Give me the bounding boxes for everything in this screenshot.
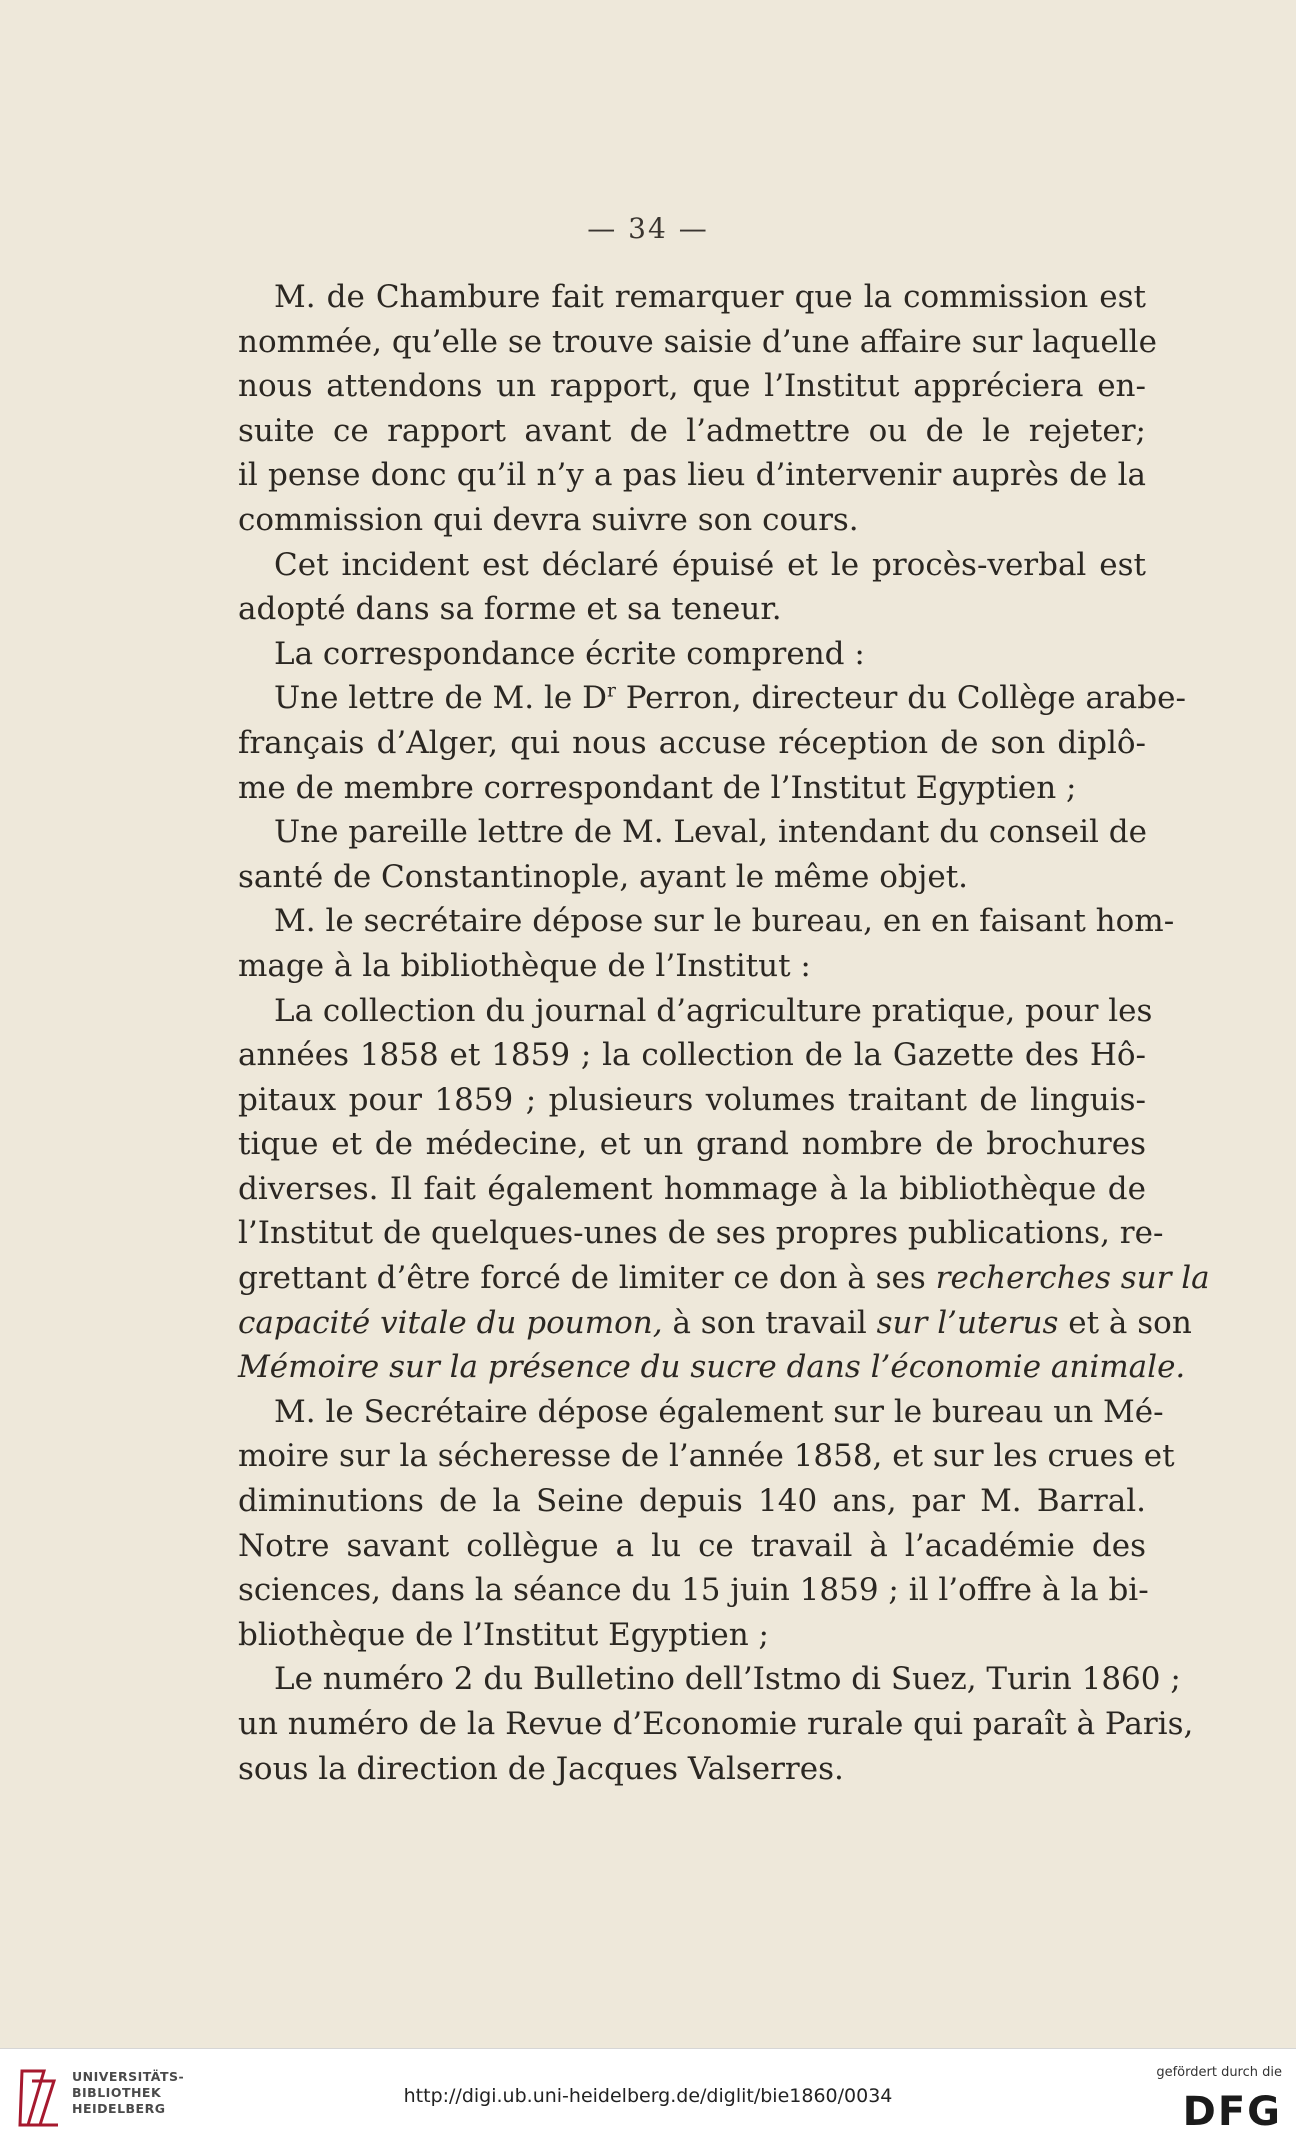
italic-title: sur l’uterus xyxy=(876,1304,1059,1341)
library-name-line: HEIDELBERG xyxy=(72,2101,166,2116)
library-name-line: UNIVERSITÄTS- xyxy=(72,2069,185,2084)
text-line: pitaux pour 1859 ; plusieurs volumes traitant de linguis- xyxy=(238,1081,1146,1118)
footer-bar xyxy=(0,2048,1296,2148)
text-line xyxy=(238,676,1186,721)
text-line: mage à la bibliothèque de l’Institut : xyxy=(238,947,811,984)
text-run: à son travail xyxy=(662,1304,877,1341)
funding-caption: gefördert durch die xyxy=(1156,2065,1282,2080)
text-line: il pense donc qu’il n’y a pas lieu d’intervenir auprès de la xyxy=(238,457,1146,494)
page-number: — 34 — xyxy=(587,212,709,245)
paragraph xyxy=(238,1657,1194,1791)
text-line: sous la direction de Jacques Valserres. xyxy=(238,1750,844,1787)
text-line: adopté dans sa forme et sa teneur. xyxy=(238,591,782,628)
text-run: Une lettre de M. le D xyxy=(274,680,607,717)
text-line: Une pareille lettre de M. Leval, intendant du conseil de xyxy=(274,814,1147,851)
text-line: Notre savant collègue a lu ce travail à l’académie des xyxy=(238,1527,1146,1564)
text-line xyxy=(238,1256,1210,1301)
paragraph xyxy=(238,989,1210,1390)
text-line: M. le Secrétaire dépose également sur le bureau un Mé- xyxy=(274,1393,1164,1430)
text-line xyxy=(238,1301,1192,1346)
text-run: grettant d’être forcé de limiter ce don à ses xyxy=(238,1260,936,1297)
text-line: l’Institut de quelques-unes de ses propres publications, re- xyxy=(238,1215,1164,1252)
text-line: me de membre correspondant de l’Institut Egyptien ; xyxy=(238,769,1077,806)
paragraph xyxy=(238,543,1146,632)
superscript: r xyxy=(606,681,616,703)
text-line: suite ce rapport avant de l’admettre ou de le rejeter; xyxy=(238,412,1146,449)
library-name-line: BIBLIOTHEK xyxy=(72,2085,162,2100)
text-line: nommée, qu’elle se trouve saisie d’une affaire sur laquelle xyxy=(238,323,1157,360)
paragraph xyxy=(238,275,1157,543)
text-line: diminutions de la Seine depuis 140 ans, par M. Barral. xyxy=(238,1483,1146,1520)
text-line: diverses. Il fait également hommage à la bibliothèque de xyxy=(238,1170,1146,1207)
text-line: M. le secrétaire dépose sur le bureau, en en faisant hom- xyxy=(274,903,1175,940)
italic-title: capacité vitale du poumon, xyxy=(238,1304,663,1341)
paragraph xyxy=(238,1390,1175,1658)
text-line: M. de Chambure fait remarquer que la commission est xyxy=(274,279,1146,315)
text-run: Perron, directeur du Collège arabe- xyxy=(615,680,1186,717)
text-line: nous attendons un rapport, que l’Institut appréciera en- xyxy=(238,368,1146,405)
text-line: français d’Alger, qui nous accuse réception de son diplô- xyxy=(238,724,1146,761)
text-run: et à son xyxy=(1058,1304,1192,1341)
text-line: tique et de médecine, et un grand nombre de brochures xyxy=(238,1126,1146,1163)
permalink-url[interactable]: http://digi.ub.uni-heidelberg.de/diglit/bie1860/0034 xyxy=(403,2085,893,2107)
text-line: La correspondance écrite comprend : xyxy=(274,635,865,672)
text-line: sciences, dans la séance du 15 juin 1859 ; il l’offre à la bi- xyxy=(238,1572,1149,1609)
text-line: santé de Constantinople, ayant le même objet. xyxy=(238,858,969,895)
text-line: commission qui devra suivre son cours. xyxy=(238,501,859,538)
text-line: années 1858 et 1859 ; la collection de la Gazette des Hô- xyxy=(238,1037,1146,1074)
italic-title: Mémoire sur la présence du sucre dans l’économie animale. xyxy=(238,1349,1186,1386)
text-line: bliothèque de l’Institut Egyptien ; xyxy=(238,1616,769,1653)
text-line: Le numéro 2 du Bulletino dell’Istmo di Suez, Turin 1860 ; xyxy=(274,1661,1181,1698)
paragraph xyxy=(238,632,1146,677)
text-line: La collection du journal d’agriculture pratique, pour les xyxy=(274,992,1153,1029)
paragraph xyxy=(238,676,1186,810)
dfg-logo: DFG xyxy=(1182,2089,1282,2135)
text-line xyxy=(238,1345,1186,1390)
text-line: un numéro de la Revue d’Economie rurale qui paraît à Paris, xyxy=(238,1706,1194,1742)
text-line: moire sur la sécheresse de l’année 1858, et sur les crues et xyxy=(238,1438,1175,1475)
paragraph xyxy=(238,899,1175,988)
italic-title: recherches sur la xyxy=(935,1260,1210,1297)
page-text xyxy=(238,275,1210,1791)
text-line: Cet incident est déclaré épuisé et le procès-verbal est xyxy=(274,546,1146,583)
paragraph xyxy=(238,810,1146,899)
